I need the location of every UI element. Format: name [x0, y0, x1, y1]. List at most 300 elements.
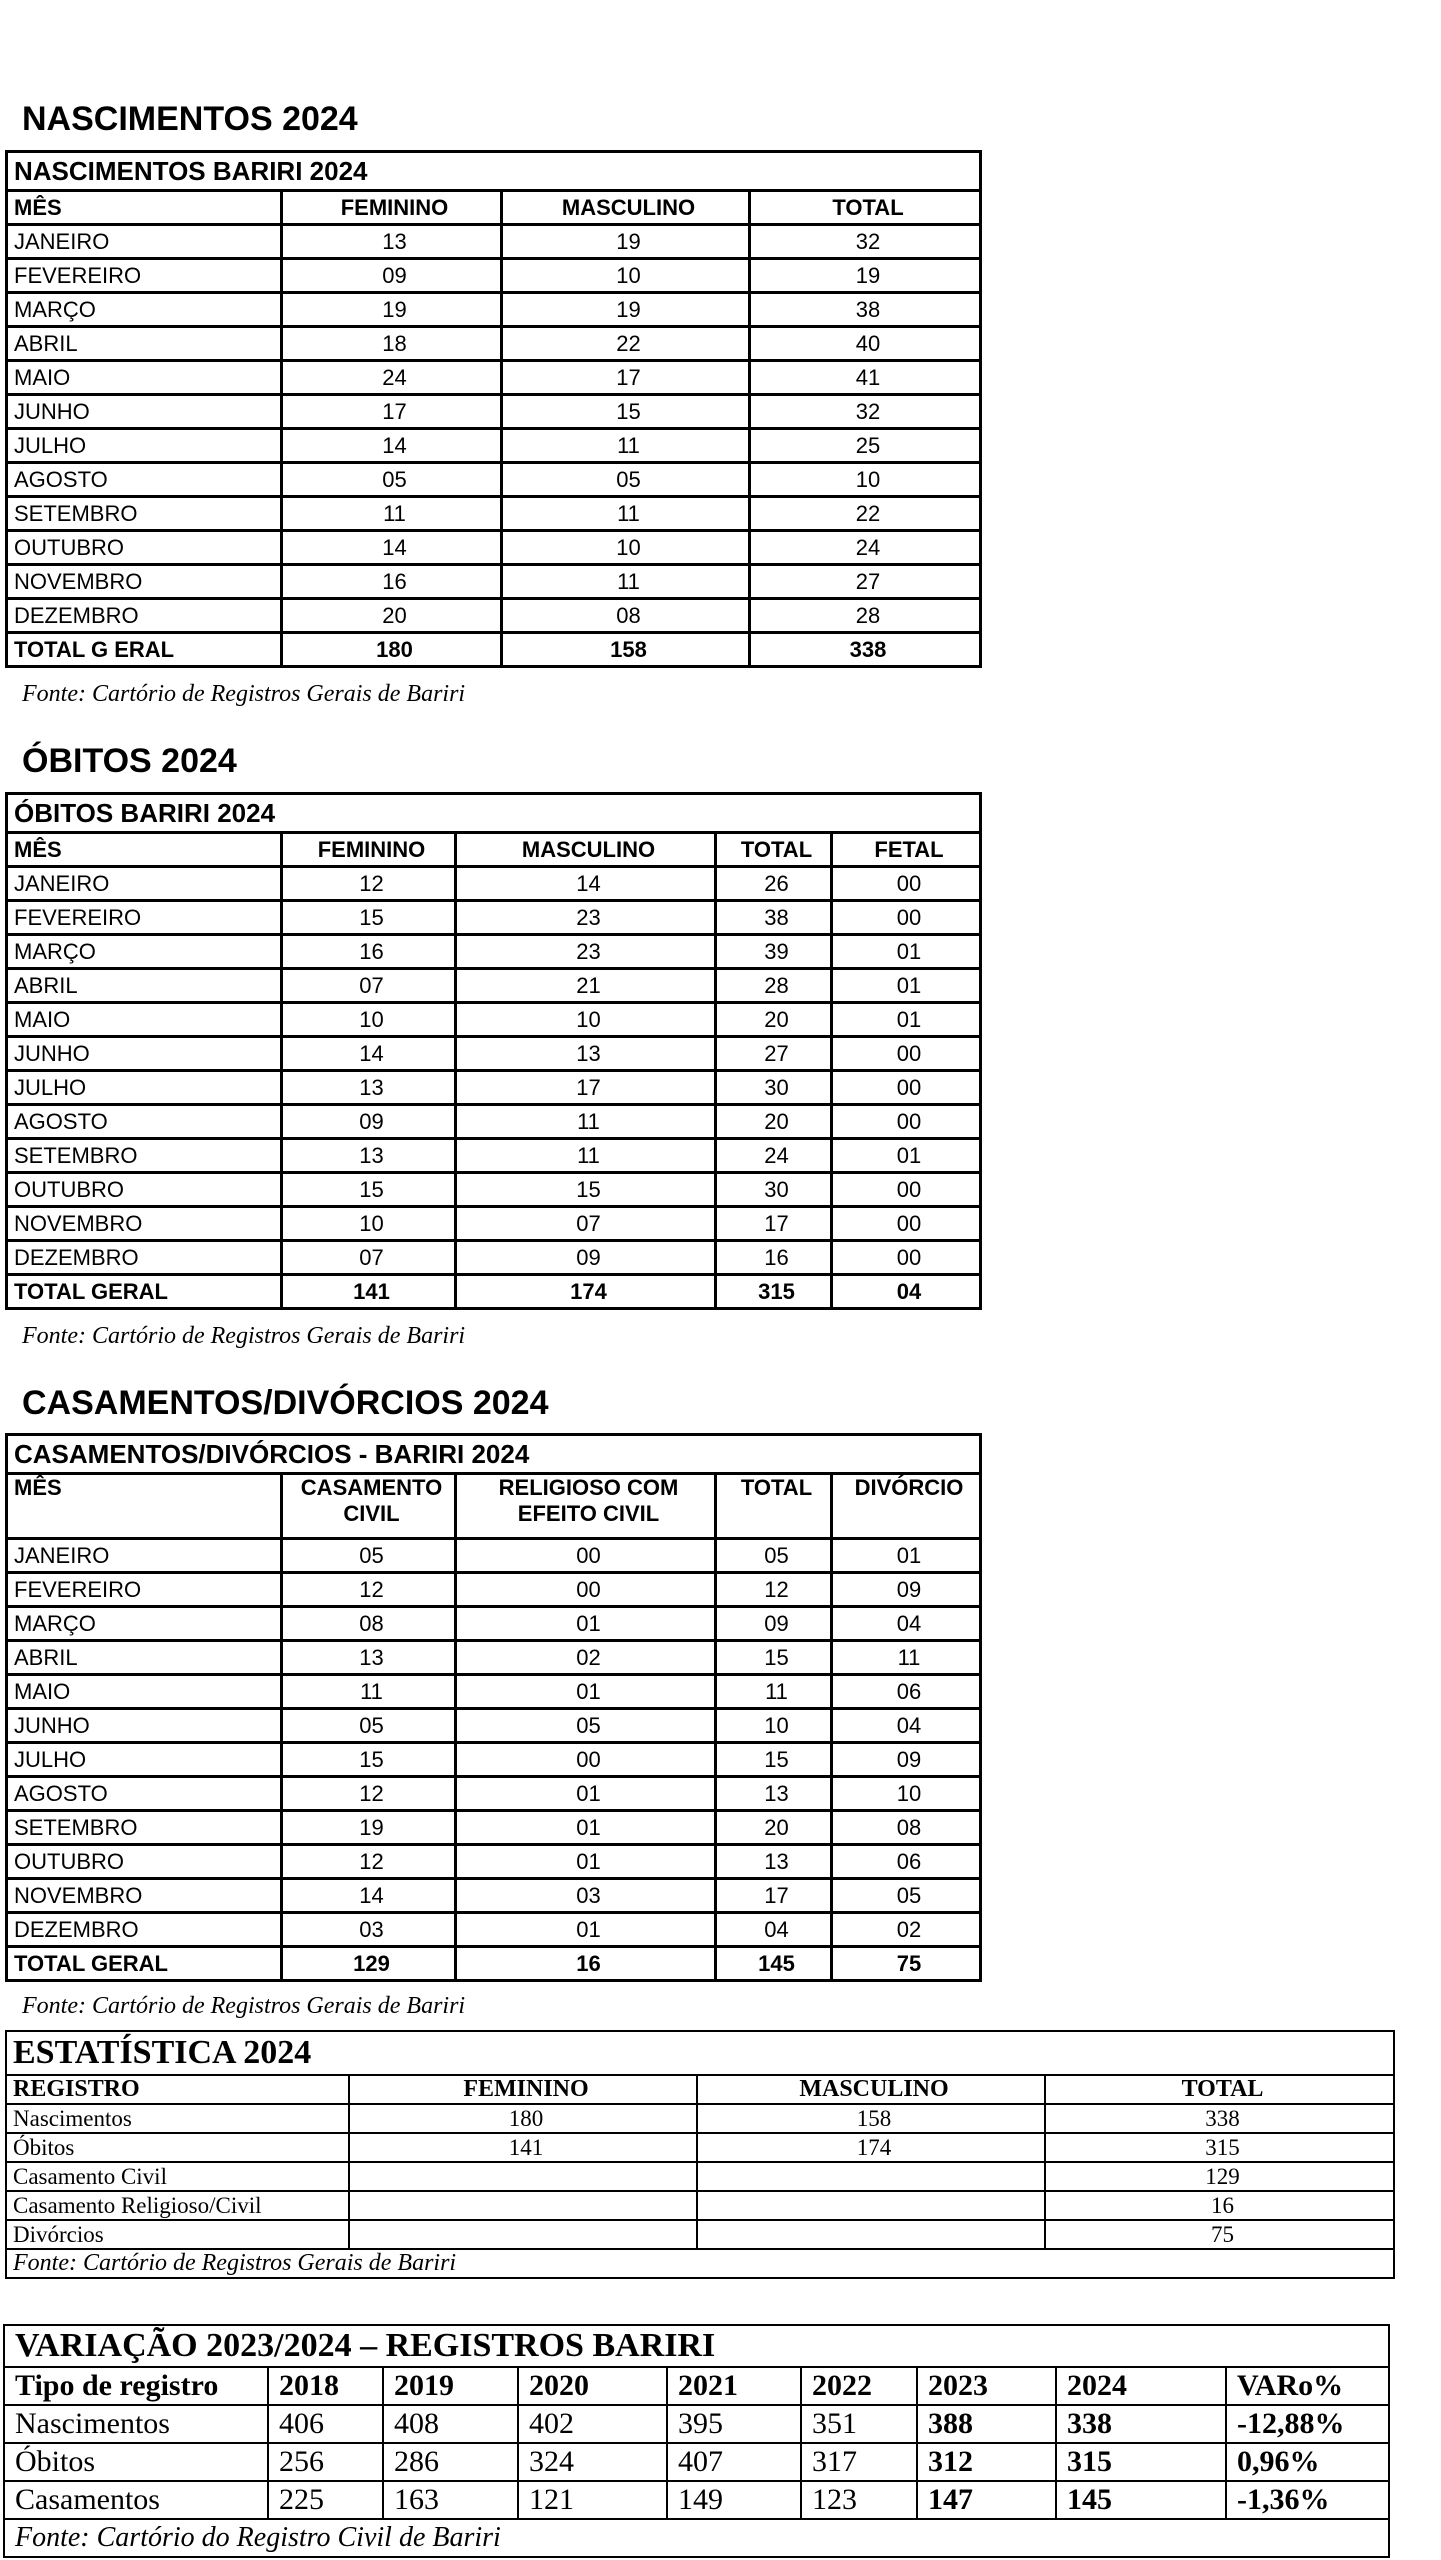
table-cell: 05: [282, 1539, 456, 1573]
table-cell: 145: [716, 1947, 832, 1981]
table-cell: 315: [1056, 2443, 1226, 2481]
table-cell: 04: [716, 1913, 832, 1947]
table-cell: 17: [716, 1207, 832, 1241]
table-cell: 03: [456, 1879, 716, 1913]
table-cell: 256: [268, 2443, 383, 2481]
table-row: [7, 463, 981, 497]
column-header: MASCULINO: [456, 833, 716, 867]
table-cell: 39: [716, 935, 832, 969]
section-title-nascimentos: NASCIMENTOS 2024: [22, 100, 358, 138]
table-cell: JULHO: [7, 1071, 282, 1105]
table-cell: 00: [832, 1071, 981, 1105]
table-cell: 149: [667, 2481, 801, 2519]
table-cell: 158: [697, 2104, 1045, 2133]
table-cell: DEZEMBRO: [7, 1913, 282, 1947]
table-cell: AGOSTO: [7, 463, 282, 497]
table-cell: 38: [750, 293, 981, 327]
source-note: Fonte: Cartório de Registros Gerais de Bariri: [22, 1323, 466, 1349]
table-row: [7, 599, 981, 633]
section-title-casamentos: CASAMENTOS/DIVÓRCIOS 2024: [22, 1384, 549, 1422]
table-row: [7, 1811, 981, 1845]
column-header: FEMININO: [282, 833, 456, 867]
table-cell: 38: [716, 901, 832, 935]
variacao-table: [3, 2324, 1390, 2558]
table-cell: 08: [832, 1811, 981, 1845]
table-cell: 402: [518, 2405, 667, 2443]
table-cell: MARÇO: [7, 935, 282, 969]
table-row: [7, 1675, 981, 1709]
table-row: [7, 293, 981, 327]
table-cell: 00: [456, 1539, 716, 1573]
table-cell: 18: [282, 327, 502, 361]
table-cell: 24: [282, 361, 502, 395]
table-cell: 141: [349, 2133, 697, 2162]
total-row: [7, 633, 981, 667]
table-cell: 12: [282, 867, 456, 901]
table-cell: -1,36%: [1226, 2481, 1389, 2519]
table-cell: NOVEMBRO: [7, 1207, 282, 1241]
table-cell: 19: [502, 225, 750, 259]
table-cell: 12: [282, 1573, 456, 1607]
table-cell: 06: [832, 1845, 981, 1879]
table-cell: 05: [716, 1539, 832, 1573]
table-cell: NOVEMBRO: [7, 565, 282, 599]
table-cell: 315: [1045, 2133, 1394, 2162]
estatistica-table: [5, 2030, 1395, 2279]
table-cell: 28: [750, 599, 981, 633]
table-cell: 07: [282, 1241, 456, 1275]
table-cell: 01: [456, 1913, 716, 1947]
table-cell: AGOSTO: [7, 1105, 282, 1139]
header-row: [7, 1474, 981, 1539]
table-row: [7, 1573, 981, 1607]
table-cell: 16: [282, 565, 502, 599]
table-cell: 01: [456, 1607, 716, 1641]
table-cell: 11: [502, 565, 750, 599]
column-header: 2024: [1056, 2367, 1226, 2405]
column-header: VARo%: [1226, 2367, 1389, 2405]
table-cell: 180: [349, 2104, 697, 2133]
table-cell: 15: [282, 1743, 456, 1777]
table-cell: 01: [456, 1845, 716, 1879]
table-cell: JUNHO: [7, 1709, 282, 1743]
column-header: CASAMENTO CIVIL: [282, 1474, 456, 1539]
table-row: [6, 2133, 1394, 2162]
table-cell: 28: [716, 969, 832, 1003]
table-cell: 158: [502, 633, 750, 667]
table-row: [7, 1743, 981, 1777]
table-row: [7, 1913, 981, 1947]
table-cell: 08: [282, 1607, 456, 1641]
column-header: 2020: [518, 2367, 667, 2405]
column-header: 2023: [917, 2367, 1056, 2405]
table-cell: 04: [832, 1607, 981, 1641]
table-cell: 01: [456, 1777, 716, 1811]
table-cell: 10: [716, 1709, 832, 1743]
column-header: MÊS: [7, 191, 282, 225]
table-cell: 407: [667, 2443, 801, 2481]
source-note: Fonte: Cartório de Registros Gerais de Bariri: [6, 2249, 1394, 2278]
table-cell: 01: [832, 1539, 981, 1573]
table-cell: 14: [456, 867, 716, 901]
section-title-obitos: ÓBITOS 2024: [22, 742, 237, 780]
table-cell: FEVEREIRO: [7, 259, 282, 293]
table-cell: DEZEMBRO: [7, 599, 282, 633]
table-cell: 147: [917, 2481, 1056, 2519]
table-cell: ABRIL: [7, 1641, 282, 1675]
table-cell: 351: [801, 2405, 917, 2443]
table-cell: 09: [832, 1743, 981, 1777]
table-cell: 388: [917, 2405, 1056, 2443]
table-cell: -12,88%: [1226, 2405, 1389, 2443]
table-cell: 16: [456, 1947, 716, 1981]
table-row: [7, 1845, 981, 1879]
table-cell: 15: [282, 1173, 456, 1207]
table-cell: MAIO: [7, 1675, 282, 1709]
column-header: RELIGIOSO COM EFEITO CIVIL: [456, 1474, 716, 1539]
table-row: [6, 2191, 1394, 2220]
column-header: FETAL: [832, 833, 981, 867]
table-cell: 338: [1056, 2405, 1226, 2443]
table-title: VARIAÇÃO 2023/2024 – REGISTROS BARIRI: [4, 2325, 1389, 2367]
table-cell: 324: [518, 2443, 667, 2481]
table-cell: SETEMBRO: [7, 497, 282, 531]
table-cell: 312: [917, 2443, 1056, 2481]
table-cell: 11: [502, 497, 750, 531]
table-cell: 00: [832, 1105, 981, 1139]
table-cell: 129: [282, 1947, 456, 1981]
table-cell: 22: [502, 327, 750, 361]
table-cell: 30: [716, 1173, 832, 1207]
table-cell: 11: [832, 1641, 981, 1675]
table-cell: 01: [456, 1675, 716, 1709]
table-row: [7, 867, 981, 901]
table-row: [7, 531, 981, 565]
table-cell: MARÇO: [7, 1607, 282, 1641]
table-cell: 01: [456, 1811, 716, 1845]
table-cell: 05: [832, 1879, 981, 1913]
table-row: [7, 1879, 981, 1913]
column-header: FEMININO: [282, 191, 502, 225]
table-title: CASAMENTOS/DIVÓRCIOS - BARIRI 2024: [7, 1435, 981, 1474]
table-row: [7, 1241, 981, 1275]
table-cell: SETEMBRO: [7, 1139, 282, 1173]
table-cell: [349, 2220, 697, 2249]
table-row: [7, 1709, 981, 1743]
table-cell: 408: [383, 2405, 518, 2443]
table-cell: 26: [716, 867, 832, 901]
table-cell: 145: [1056, 2481, 1226, 2519]
table-cell: 14: [282, 531, 502, 565]
table-row: [7, 361, 981, 395]
table-cell: MAIO: [7, 1003, 282, 1037]
table-cell: 32: [750, 395, 981, 429]
header-row: [4, 2367, 1389, 2405]
table-cell: Casamento Civil: [6, 2162, 349, 2191]
table-cell: TOTAL GERAL: [7, 1275, 282, 1309]
table-cell: 174: [697, 2133, 1045, 2162]
total-row: [7, 1947, 981, 1981]
table-cell: 13: [716, 1845, 832, 1879]
table-cell: 01: [832, 935, 981, 969]
table-cell: 32: [750, 225, 981, 259]
table-cell: 09: [282, 259, 502, 293]
table-cell: 05: [282, 463, 502, 497]
table-cell: TOTAL GERAL: [7, 1947, 282, 1981]
table-cell: 13: [282, 1139, 456, 1173]
table-cell: 75: [1045, 2220, 1394, 2249]
table-cell: MARÇO: [7, 293, 282, 327]
table-cell: 23: [456, 901, 716, 935]
table-cell: 00: [832, 1173, 981, 1207]
header-row: [6, 2075, 1394, 2104]
table-cell: 09: [456, 1241, 716, 1275]
table-cell: 40: [750, 327, 981, 361]
table-cell: 15: [282, 901, 456, 935]
column-header: TOTAL: [1045, 2075, 1394, 2104]
table-title: ESTATÍSTICA 2024: [6, 2031, 1394, 2075]
table-cell: FEVEREIRO: [7, 1573, 282, 1607]
table-row: [7, 497, 981, 531]
table-cell: 11: [456, 1139, 716, 1173]
table-cell: 12: [716, 1573, 832, 1607]
table-cell: OUTUBRO: [7, 1845, 282, 1879]
table-cell: 75: [832, 1947, 981, 1981]
table-cell: 03: [282, 1913, 456, 1947]
table-cell: 0,96%: [1226, 2443, 1389, 2481]
table-cell: NOVEMBRO: [7, 1879, 282, 1913]
column-header: MÊS: [7, 1474, 282, 1539]
table-cell: 286: [383, 2443, 518, 2481]
table-cell: 10: [282, 1003, 456, 1037]
table-cell: 25: [750, 429, 981, 463]
table-cell: Casamento Religioso/Civil: [6, 2191, 349, 2220]
table-cell: JUNHO: [7, 1037, 282, 1071]
table-cell: 09: [716, 1607, 832, 1641]
table-cell: 15: [716, 1743, 832, 1777]
table-cell: 225: [268, 2481, 383, 2519]
table-cell: 13: [282, 225, 502, 259]
table-cell: [349, 2191, 697, 2220]
column-header: 2019: [383, 2367, 518, 2405]
table-cell: JULHO: [7, 1743, 282, 1777]
column-header: MÊS: [7, 833, 282, 867]
column-header: FEMININO: [349, 2075, 697, 2104]
table-cell: 13: [456, 1037, 716, 1071]
table-cell: 04: [832, 1709, 981, 1743]
table-cell: Nascimentos: [4, 2405, 268, 2443]
table-row: [7, 1641, 981, 1675]
table-cell: 406: [268, 2405, 383, 2443]
column-header: TOTAL: [750, 191, 981, 225]
table-row: [7, 1207, 981, 1241]
table-row: [7, 1071, 981, 1105]
table-cell: [349, 2162, 697, 2191]
header-row: [7, 191, 981, 225]
table-cell: 17: [282, 395, 502, 429]
table-cell: Óbitos: [6, 2133, 349, 2162]
table-cell: 17: [456, 1071, 716, 1105]
table-cell: 06: [832, 1675, 981, 1709]
table-row: [7, 1539, 981, 1573]
source-note: Fonte: Cartório de Registros Gerais de Bariri: [22, 681, 466, 707]
table-cell: 19: [282, 1811, 456, 1845]
table-cell: 00: [832, 1241, 981, 1275]
table-cell: 315: [716, 1275, 832, 1309]
table-cell: Divórcios: [6, 2220, 349, 2249]
table-cell: Óbitos: [4, 2443, 268, 2481]
table-cell: 21: [456, 969, 716, 1003]
table-cell: 00: [832, 867, 981, 901]
table-cell: 121: [518, 2481, 667, 2519]
table-row: [6, 2104, 1394, 2133]
table-cell: 180: [282, 633, 502, 667]
table-cell: 15: [456, 1173, 716, 1207]
table-row: [7, 1037, 981, 1071]
table-cell: 02: [832, 1913, 981, 1947]
table-cell: 08: [502, 599, 750, 633]
table-cell: 317: [801, 2443, 917, 2481]
table-cell: SETEMBRO: [7, 1811, 282, 1845]
table-cell: 129: [1045, 2162, 1394, 2191]
table-cell: 11: [282, 1675, 456, 1709]
table-cell: 00: [456, 1573, 716, 1607]
table-cell: 338: [750, 633, 981, 667]
column-header: MASCULINO: [502, 191, 750, 225]
table-cell: [697, 2191, 1045, 2220]
nascimentos-table: [5, 150, 982, 668]
table-row: [7, 225, 981, 259]
column-header: REGISTRO: [6, 2075, 349, 2104]
table-row: [7, 1139, 981, 1173]
table-title: ÓBITOS BARIRI 2024: [7, 794, 981, 833]
table-row: [7, 1777, 981, 1811]
table-row: [7, 1003, 981, 1037]
table-cell: 11: [456, 1105, 716, 1139]
table-cell: 14: [282, 429, 502, 463]
table-row: [4, 2443, 1389, 2481]
table-cell: 17: [502, 361, 750, 395]
table-cell: 41: [750, 361, 981, 395]
table-cell: ABRIL: [7, 969, 282, 1003]
column-header: DIVÓRCIO: [832, 1474, 981, 1539]
table-row: [6, 2220, 1394, 2249]
source-note: Fonte: Cartório do Registro Civil de Bariri: [4, 2519, 1389, 2557]
table-cell: JUNHO: [7, 395, 282, 429]
table-cell: 13: [282, 1071, 456, 1105]
table-cell: 05: [502, 463, 750, 497]
table-cell: 16: [716, 1241, 832, 1275]
table-cell: 09: [282, 1105, 456, 1139]
table-row: [7, 429, 981, 463]
table-row: [4, 2481, 1389, 2519]
table-cell: 01: [832, 1139, 981, 1173]
table-cell: 27: [716, 1037, 832, 1071]
table-cell: 00: [832, 901, 981, 935]
table-cell: JANEIRO: [7, 1539, 282, 1573]
table-cell: 00: [832, 1207, 981, 1241]
table-row: [7, 1607, 981, 1641]
table-cell: [697, 2162, 1045, 2191]
table-cell: 10: [502, 259, 750, 293]
table-cell: 20: [716, 1811, 832, 1845]
table-cell: 04: [832, 1275, 981, 1309]
table-cell: 20: [716, 1003, 832, 1037]
table-cell: 07: [282, 969, 456, 1003]
table-cell: 27: [750, 565, 981, 599]
table-row: [7, 565, 981, 599]
table-cell: ABRIL: [7, 327, 282, 361]
table-cell: 13: [282, 1641, 456, 1675]
table-cell: 00: [832, 1037, 981, 1071]
table-row: [4, 2405, 1389, 2443]
table-row: [7, 969, 981, 1003]
table-cell: 395: [667, 2405, 801, 2443]
table-cell: 23: [456, 935, 716, 969]
table-cell: 15: [502, 395, 750, 429]
table-cell: 12: [282, 1777, 456, 1811]
table-cell: JANEIRO: [7, 225, 282, 259]
table-row: [7, 935, 981, 969]
total-row: [7, 1275, 981, 1309]
table-cell: 01: [832, 1003, 981, 1037]
column-header: 2021: [667, 2367, 801, 2405]
table-cell: OUTUBRO: [7, 531, 282, 565]
table-cell: 01: [832, 969, 981, 1003]
table-cell: 20: [716, 1105, 832, 1139]
table-cell: 20: [282, 599, 502, 633]
table-row: [7, 1173, 981, 1207]
table-cell: JANEIRO: [7, 867, 282, 901]
table-cell: 15: [716, 1641, 832, 1675]
table-cell: 13: [716, 1777, 832, 1811]
table-cell: 123: [801, 2481, 917, 2519]
table-row: [7, 395, 981, 429]
table-cell: 09: [832, 1573, 981, 1607]
source-note: Fonte: Cartório de Registros Gerais de Bariri: [22, 1993, 466, 2019]
column-header: 2022: [801, 2367, 917, 2405]
table-cell: AGOSTO: [7, 1777, 282, 1811]
table-row: [6, 2162, 1394, 2191]
column-header: TOTAL: [716, 833, 832, 867]
table-cell: 10: [502, 531, 750, 565]
table-cell: 10: [456, 1003, 716, 1037]
table-cell: 14: [282, 1879, 456, 1913]
table-cell: Nascimentos: [6, 2104, 349, 2133]
table-cell: 07: [456, 1207, 716, 1241]
table-cell: 17: [716, 1879, 832, 1913]
table-cell: 141: [282, 1275, 456, 1309]
table-cell: 22: [750, 497, 981, 531]
table-cell: FEVEREIRO: [7, 901, 282, 935]
table-title: NASCIMENTOS BARIRI 2024: [7, 152, 981, 191]
table-cell: 163: [383, 2481, 518, 2519]
table-cell: 10: [750, 463, 981, 497]
table-row: [7, 901, 981, 935]
table-cell: 05: [282, 1709, 456, 1743]
column-header: MASCULINO: [697, 2075, 1045, 2104]
table-cell: TOTAL G ERAL: [7, 633, 282, 667]
table-cell: 19: [282, 293, 502, 327]
table-cell: 338: [1045, 2104, 1394, 2133]
obitos-table: [5, 792, 982, 1310]
header-row: [7, 833, 981, 867]
table-cell: [697, 2220, 1045, 2249]
table-cell: 10: [282, 1207, 456, 1241]
table-cell: 16: [1045, 2191, 1394, 2220]
table-cell: 24: [716, 1139, 832, 1173]
table-cell: 14: [282, 1037, 456, 1071]
